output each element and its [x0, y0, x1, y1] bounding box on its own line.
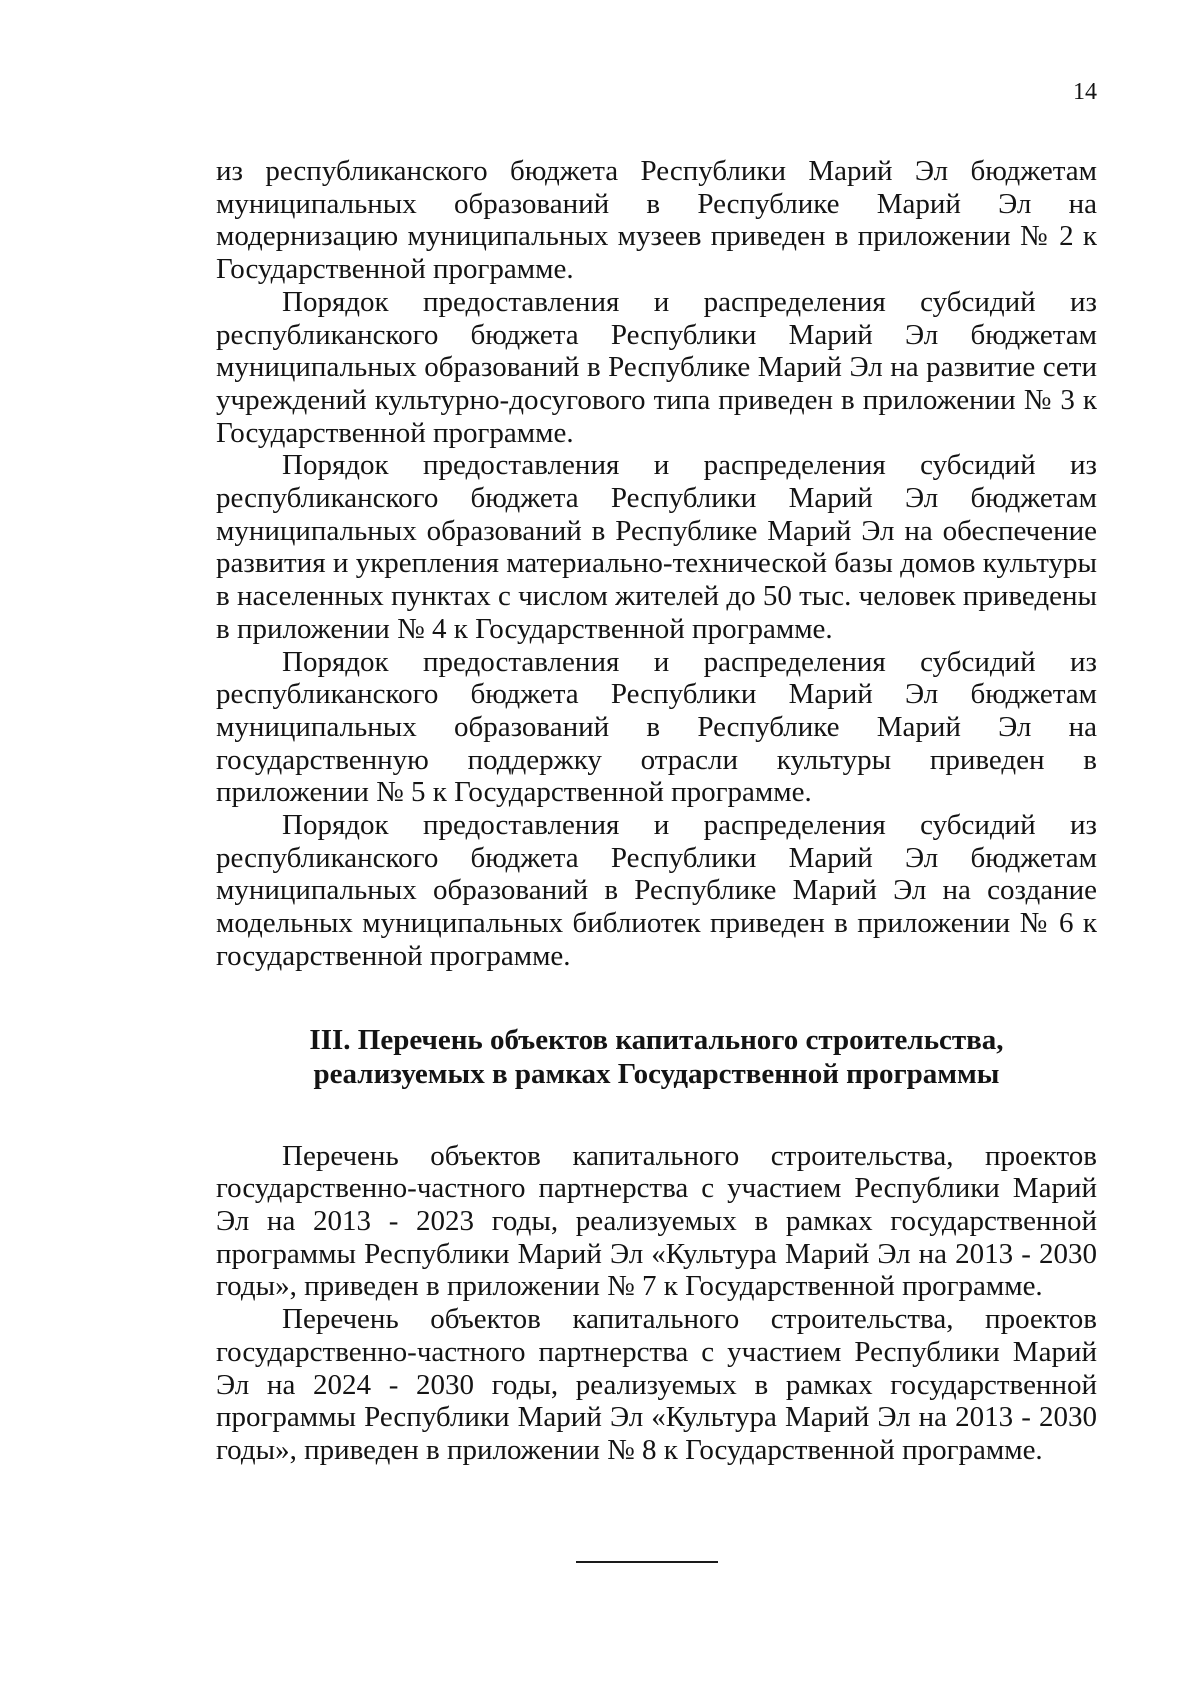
paragraph-cultural-leisure-subsidies: Порядок предоставления и распределения субсидий из республиканского бюджета Республики Марий Эл бюджетам муниципальных образований в Республике Марий Эл на развитие сети учреждений культурно-досугового типа приведен в приложении № 3 к Государственной программе.: [216, 285, 1097, 449]
page-number: 14: [1073, 79, 1097, 105]
paragraph-capital-objects-2013-2023: Перечень объектов капитального строительства, проектов государственно-частного партнерства с участием Республики Марий Эл на 2013 - 2023 годы, реализуемых в рамках государственной программы Республики Марий Эл «Культура Марий Эл на 2013 - 2030 годы», приведен в приложении № 7 к Государственной программе.: [216, 1139, 1097, 1303]
end-of-document-rule: [576, 1561, 718, 1563]
document-body: [216, 155, 1097, 1467]
section-heading: [216, 1023, 1097, 1091]
paragraph-model-libraries-subsidies: Порядок предоставления и распределения субсидий из республиканского бюджета Республики Марий Эл бюджетам муниципальных образований в Республике Марий Эл на создание модельных муниципальных библиотек приведен в приложении № 6 к государственной программе.: [216, 809, 1097, 972]
section-heading-line-1: III. Перечень объектов капитального строительства,: [309, 1023, 1004, 1056]
paragraph-capital-objects-2024-2030: Перечень объектов капитального строительства, проектов государственно-частного партнерства с участием Республики Марий Эл на 2024 - 2030 годы, реализуемых в рамках государственной программы Республики Марий Эл «Культура Марий Эл на 2013 - 2030 годы», приведен в приложении № 8 к Государственной программе.: [216, 1303, 1097, 1466]
paragraph-museums-continuation: из республиканского бюджета Республики Марий Эл бюджетам муниципальных образований в Республике Марий Эл на модернизацию муниципальных музеев приведен в приложении № 2 к Государственной программе.: [216, 155, 1097, 286]
section-heading-line-2: реализуемых в рамках Государственной программы: [313, 1057, 1000, 1090]
paragraph-state-support-subsidies: Порядок предоставления и распределения субсидий из республиканского бюджета Республики Марий Эл бюджетам муниципальных образований в Республике Марий Эл на государственную поддержку отрасли культуры приведен в приложении № 5 к Государственной программе.: [216, 645, 1097, 809]
paragraph-houses-of-culture-subsidies: Порядок предоставления и распределения субсидий из республиканского бюджета Республики Марий Эл бюджетам муниципальных образований в Республике Марий Эл на обеспечение развития и укрепления материально-технической базы домов культуры в населенных пунктах с числом жителей до 50 тыс. человек приведены в приложении № 4 к Государственной программе.: [216, 449, 1097, 645]
